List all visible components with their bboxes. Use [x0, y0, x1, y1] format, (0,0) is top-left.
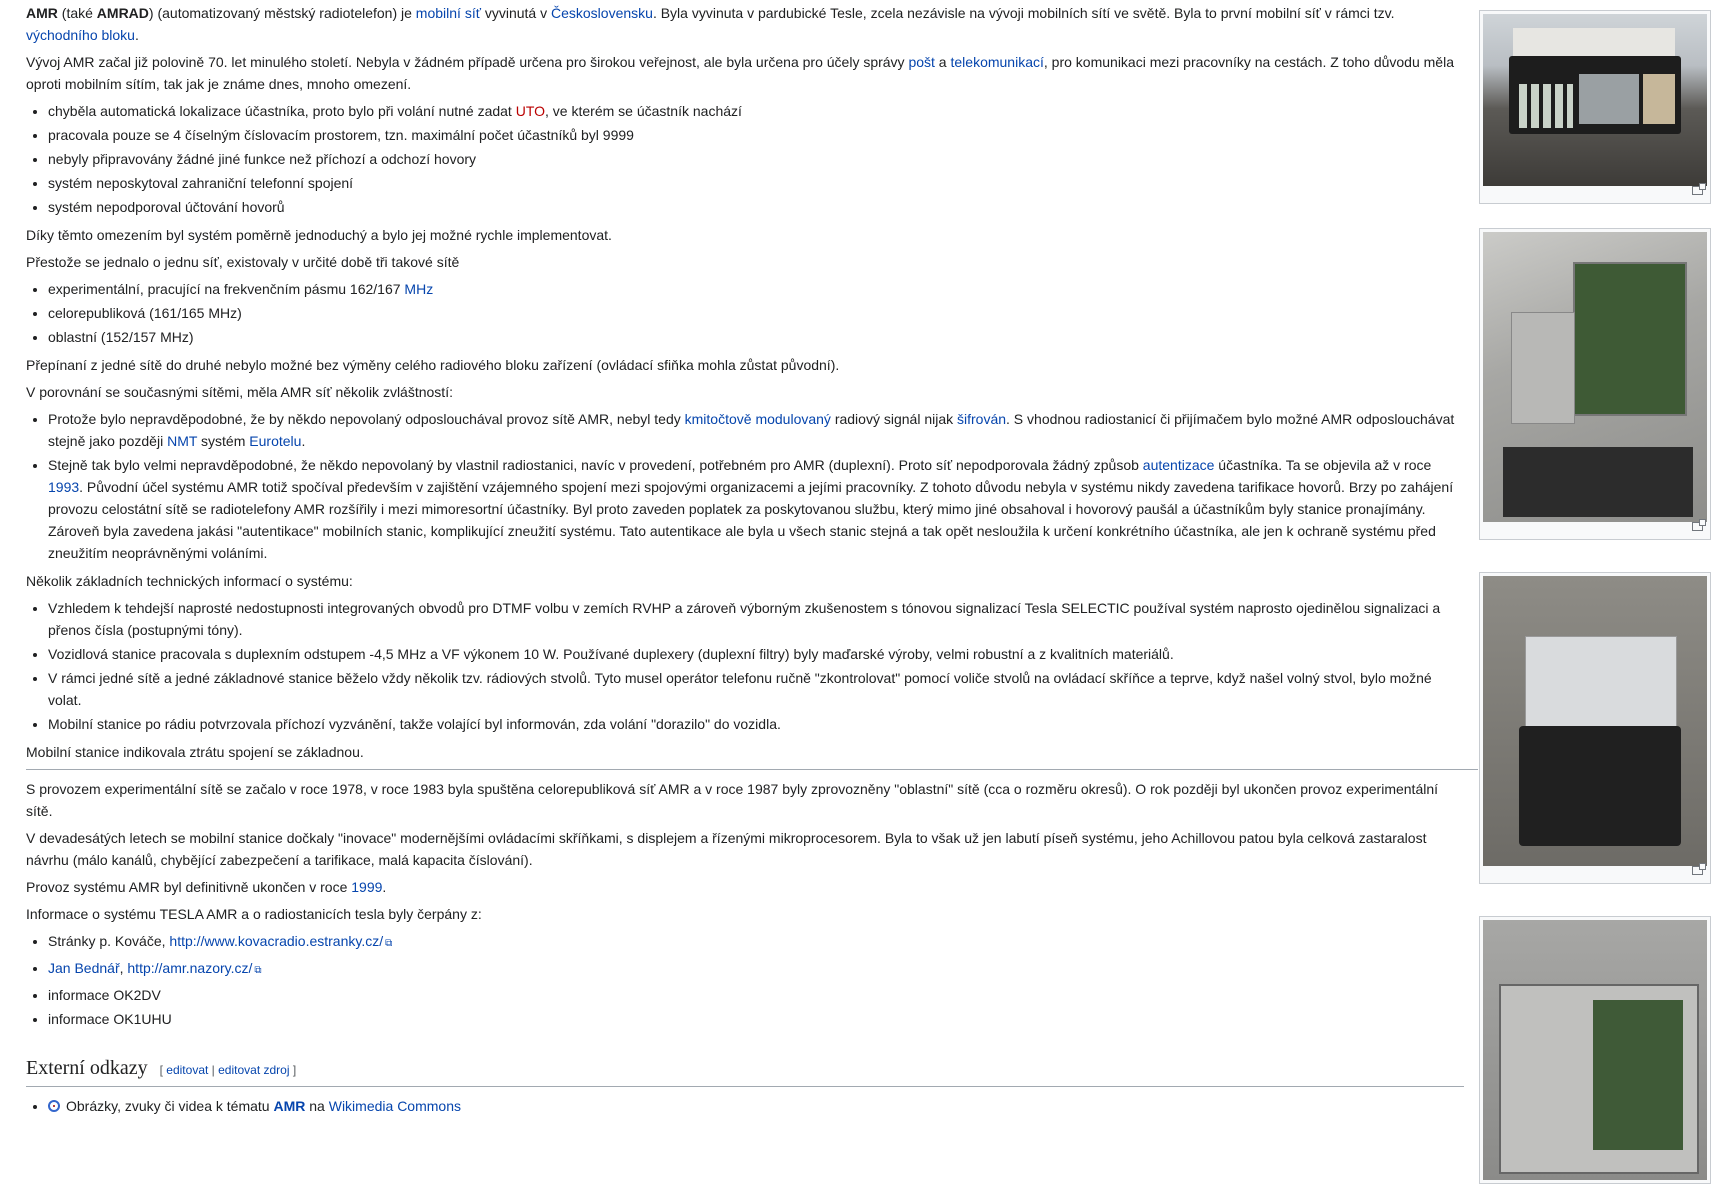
paragraph: Několik základních technických informací o systému:	[26, 573, 353, 589]
article-body	[26, 0, 1464, 1123]
list-item: • chyběla automatická lokalizace účastníka, proto bylo při volání nutné zadat UTO, ve kterém se účastník nachází	[48, 100, 1464, 122]
thumbnail-4	[1479, 916, 1711, 1184]
list-item: • Jan Bednář, http://amr.nazory.cz/ ⧉	[48, 957, 1464, 982]
metal-shield	[1511, 312, 1575, 424]
list-item: • informace OK2DV	[48, 984, 1464, 1006]
link-kmitoctove-modulovany[interactable]: kmitočtově modulovaný	[684, 411, 831, 427]
list-item: • systém nepodporoval účtování hovorů	[48, 196, 1464, 218]
list-item: • Stejně tak bylo velmi nepravděpodobné, že někdo nepovolaný by vlastnil radiostanici, navíc v provedení, potřebném pro AMR (duplexní). Proto síť nepodporovala žádný způsob autentizace účastníka. Ta se objevila až v roce 1993. Původní účel systému AMR totiž spočíval především v zajištění vzájemného spojení mezi spojovými organizacemi a jejími pracovníky. Z tohoto důvodu nebyla v systému nikdy zavedena tarifikace hovorů. Brzy po zahájení provozu celostátní sítě se radiotelefony AMR rozšířily i mezi mimoresortní účastníky. Byl proto zaveden poplatek za poskytovanou službu, který mimo jiné obsahoval i hovorový paušál a účastníkům byly stanice pronajímány. Zároveň byla zavedena jakási "autentikace" mobilních stanic, komplikující zneužití systému. Tato autentikace ale byla u všech stanic stejná a tak opět nesloužila k určení konkrétního účastníka, ale jen k ochraně systému před zneužitím neoprávněnými voláními.	[48, 454, 1464, 564]
intro-paragraph: AMR (také AMRAD) (automatizovaný městský radiotelefon) je mobilní síť vyvinutá v Československu. Byla vyvinuta v pardubické Tesle, zcela nezávisle na vývoji mobilních sítí ve světě. Byla to první mobilní síť v rámci tzv. východního bloku.	[26, 5, 1395, 43]
edit-link[interactable]: editovat	[166, 1063, 209, 1077]
link-1993[interactable]: 1993	[48, 479, 80, 495]
thumbnail-image-4[interactable]	[1483, 920, 1707, 1180]
commons-logo-icon	[48, 1100, 60, 1112]
paragraph: Provoz systému AMR byl definitivně ukončen v roce 1999.	[26, 879, 387, 895]
link-telekomunikace[interactable]: telekomunikací	[950, 54, 1044, 70]
list-item: • celorepubliková (161/165 MHz)	[48, 302, 1464, 324]
list-omezeni	[26, 100, 1464, 218]
link-nmt[interactable]: NMT	[167, 433, 198, 449]
list-item: • Obrázky, zvuky či videa k tématu AMR na Wikimedia Commons	[48, 1095, 1464, 1117]
list-technicke-info	[26, 597, 1464, 735]
thumbnail-image-2[interactable]	[1483, 232, 1707, 522]
list-item: • Protože bylo nepravděpodobné, že by někdo nepovolaný odposlouchával provoz sítě AMR, nebyl tedy kmitočtově modulovaný radiový signál nijak šifrován. S vhodnou radiostanicí či přijímačem bylo možné AMR odposlouchávat stejně jako později NMT systém Eurotelu.	[48, 408, 1464, 452]
device-housing	[1519, 726, 1681, 846]
paragraph: Přepínaní z jedné sítě do druhé nebylo možné bez výměny celého radiového bloku zařízení (ovládací sfiňka mohla zůstat původní).	[26, 357, 840, 373]
list-site	[26, 278, 1464, 348]
device-panel-right	[1643, 74, 1675, 124]
link-sifrovan[interactable]: šifrován	[957, 411, 1007, 427]
list-item: • experimentální, pracující na frekvenčním pásmu 162/167 MHz	[48, 278, 1464, 300]
device-top	[1513, 28, 1675, 56]
link-amr-nazory[interactable]: http://amr.nazory.cz/	[127, 960, 253, 976]
paragraph: Díky těmto omezením byl systém poměrně jednoduchý a bylo jej možné rychle implementovat.	[26, 227, 612, 243]
list-item: • Stránky p. Kováče, http://www.kovacradio.estranky.cz/ ⧉	[48, 930, 1464, 955]
list-externi-odkazy	[26, 1095, 1464, 1117]
link-autentizace[interactable]: autentizace	[1142, 457, 1215, 473]
external-link-icon: ⧉	[385, 938, 393, 949]
list-item: • V rámci jedné sítě a jedné základnové stanice běželo vždy několik tzv. rádiových stvolů. Tyto musel operátor telefonu ručně "zkontrolovat" pomocí voliče stvolů na ovládací skříňce a teprve, když našel volný stvol, bylo možné volat.	[48, 667, 1464, 711]
list-zdroje	[26, 930, 1464, 1030]
list-item: • oblastní (152/157 MHz)	[48, 326, 1464, 348]
list-item: • pracovala pouze se 4 číselným číslovacím prostorem, tzn. maximální počet účastníků byl 9999	[48, 124, 1464, 146]
link-jan-bednar[interactable]: Jan Bednář	[48, 960, 120, 976]
device-panel	[1579, 74, 1639, 124]
link-wikimedia-commons[interactable]: Wikimedia Commons	[328, 1098, 461, 1114]
paragraph: Mobilní stanice indikovala ztrátu spojení se základnou.	[26, 744, 364, 760]
thumbnail-1	[1479, 10, 1711, 204]
thumbnail-image-1[interactable]	[1483, 14, 1707, 186]
link-uto[interactable]: UTO	[515, 103, 546, 119]
link-vychodni-blok[interactable]: východního bloku	[26, 27, 135, 43]
link-posta[interactable]: pošt	[908, 54, 935, 70]
paragraph: V devadesátých letech se mobilní stanice dočkaly "inovace" modernějšími ovládacími skříňkami, s displejem a řízenými mikroprocesorem. Byla to však už jen labutí píseň systému, jeho Achillovou patou byla celková zastaralost návrhu (málo kanálů, chybějící zabezpečení a tarifikace, malá kapacita číslování).	[26, 830, 1427, 868]
thumbnail-image-3[interactable]	[1483, 576, 1707, 866]
list-item: • Vzhledem k tehdejší naprosté nedostupnosti integrovaných obvodů pro DTMF volbu v zemích RVHP a zároveň výborným zkušenostem s tónovou signalizací Tesla SELECTIC používal systém naprosto ojedinělou signalizaci a přenos čísla (postupnými tóny).	[48, 597, 1464, 641]
list-item: • informace OK1UHU	[48, 1008, 1464, 1030]
paragraph: Informace o systému TESLA AMR a o radiostanicích tesla byly čerpány z:	[26, 906, 482, 922]
link-eurotel[interactable]: Eurotelu	[249, 433, 302, 449]
list-zvlastnosti	[26, 408, 1464, 564]
magnify-icon[interactable]	[1483, 522, 1707, 536]
list-item: • Vozidlová stanice pracovala s duplexním odstupem -4,5 MHz a VF výkonem 10 W. Používané duplexery (duplexní filtry) byly maďarské výroby, velmi robustní a z kvalitních materiálů.	[48, 643, 1464, 665]
magnify-icon[interactable]	[1483, 866, 1707, 880]
link-1999[interactable]: 1999	[351, 879, 383, 895]
paragraph: V porovnání se současnými sítěmi, měla AMR síť několik zvláštností:	[26, 384, 453, 400]
link-mobilni-sit[interactable]: mobilní síť	[415, 5, 481, 21]
link-ceskoslovensko[interactable]: Československu	[551, 5, 653, 21]
paragraph-historie: S provozem experimentální sítě se začalo v roce 1978, v roce 1983 byla spuštěna celorepubliková síť AMR a v roce 1987 byly zprovozněny "oblastní" sítě (cca o rozměru okresů). O rok později byl ukončen provoz experimentální sítě.	[26, 781, 1439, 819]
external-link-icon: ⧉	[254, 965, 262, 976]
circuit-board	[1573, 262, 1687, 416]
list-item: • Mobilní stanice po rádiu potvrzovala příchozí vyzvánění, takže volající byl informován, zda volání "dorazilo" do vozidla.	[48, 713, 1464, 735]
device-keypad	[1519, 84, 1573, 128]
link-commons-amr[interactable]: AMR	[273, 1098, 306, 1114]
link-kovacradio[interactable]: http://www.kovacradio.estranky.cz/	[169, 933, 384, 949]
duplexer-box	[1525, 636, 1677, 728]
link-mhz[interactable]: MHz	[404, 281, 434, 297]
list-item: • nebyly připravovány žádné jiné funkce než příchozí a odchozí hovory	[48, 148, 1464, 170]
list-item: • systém neposkytoval zahraniční telefonní spojení	[48, 172, 1464, 194]
term-amr: AMR	[26, 5, 58, 21]
edit-source-link[interactable]: editovat zdroj	[218, 1063, 290, 1077]
thumbnail-2	[1479, 228, 1711, 540]
divider	[26, 769, 1478, 770]
paragraph-vyvoj: Vývoj AMR začal již polovině 70. let minulého století. Nebyla v žádném případě určena pro širokou veřejnost, ale byla určena pro účely správy pošt a telekomunikací, pro komunikaci mezi pracovníky na cestách. Z toho důvodu měla oproti mobilním sítím, tak jak je známe dnes, mnoho omezení.	[26, 54, 1454, 92]
section-heading-externi-odkazy: Externí odkazy [ editovat | editovat zdroj ]	[26, 1054, 1464, 1087]
thumbnail-3	[1479, 572, 1711, 884]
circuit-board	[1593, 1000, 1683, 1150]
device-bottom	[1503, 447, 1693, 517]
edit-section-links: [ editovat | editovat zdroj ]	[159, 1063, 297, 1077]
term-amrad: AMRAD	[96, 5, 149, 21]
magnify-icon[interactable]	[1483, 186, 1707, 200]
paragraph: Přestože se jednalo o jednu síť, existovaly v určité době tři takové sítě	[26, 254, 460, 270]
